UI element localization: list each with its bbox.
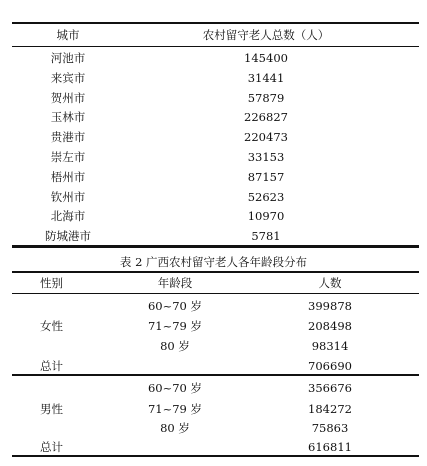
table2-count: 399878 <box>308 299 352 313</box>
table1-total: 220473 <box>244 130 288 144</box>
table2-count: 98314 <box>311 339 349 353</box>
table2-gender-male: 男性 <box>40 402 63 416</box>
table2-age: 60~70 岁 <box>147 381 203 395</box>
table2-caption: 表 2 广西农村留守老人各年龄段分布 <box>119 255 308 269</box>
table1-header-city: 城市 <box>56 28 80 42</box>
table2-top-rule <box>12 271 419 273</box>
table2-age: 71~79 岁 <box>147 319 203 333</box>
table2-age: 80 岁 <box>160 339 190 353</box>
table1-total: 52623 <box>247 190 285 204</box>
table2-female-total-label: 总计 <box>40 359 63 373</box>
table2-count: 184272 <box>308 402 352 416</box>
table1-city: 来宾市 <box>50 71 86 85</box>
table2-male-total: 616811 <box>308 440 352 454</box>
table1-header-total: 农村留守老人总数（人） <box>202 28 330 42</box>
table1-total: 31441 <box>247 71 285 85</box>
table1-city: 贺州市 <box>50 91 86 105</box>
table2-bottom-rule <box>12 455 419 457</box>
table2-age: 71~79 岁 <box>147 402 203 416</box>
table2-gender-female: 女性 <box>40 319 63 333</box>
table1-total: 10970 <box>247 209 285 223</box>
table1-total: 145400 <box>244 51 288 65</box>
table1-city: 玉林市 <box>50 110 86 124</box>
table1-total: 87157 <box>247 170 285 184</box>
table2-count: 208498 <box>308 319 352 333</box>
table2-female-total: 706690 <box>308 359 352 373</box>
table2-age: 60~70 岁 <box>147 299 203 313</box>
table2-count: 356676 <box>308 381 352 395</box>
table1-bottom-rule <box>12 245 419 248</box>
table2-header-gender: 性别 <box>40 276 63 290</box>
table2-male-total-label: 总计 <box>40 440 63 454</box>
table1-total: 57879 <box>247 91 285 105</box>
table1-city: 防城港市 <box>45 229 91 243</box>
table2-header-rule <box>12 293 419 294</box>
table1-header-rule <box>12 46 419 47</box>
table1-city: 贵港市 <box>50 130 86 144</box>
table2-group-rule <box>12 374 419 376</box>
table1-city: 河池市 <box>50 51 86 65</box>
table1-total: 5781 <box>251 229 281 243</box>
table1-city: 北海市 <box>50 209 86 223</box>
table2-age: 80 岁 <box>160 421 190 435</box>
table1-top-rule <box>12 22 419 24</box>
table2-header-count: 人数 <box>318 276 342 290</box>
table1-city: 崇左市 <box>50 150 86 164</box>
table1-total: 226827 <box>244 110 288 124</box>
table2-header-age: 年龄段 <box>157 276 193 290</box>
table1-city: 梧州市 <box>50 170 86 184</box>
table2-count: 75863 <box>311 421 349 435</box>
table1-city: 钦州市 <box>50 190 86 204</box>
table1-total: 33153 <box>247 150 285 164</box>
